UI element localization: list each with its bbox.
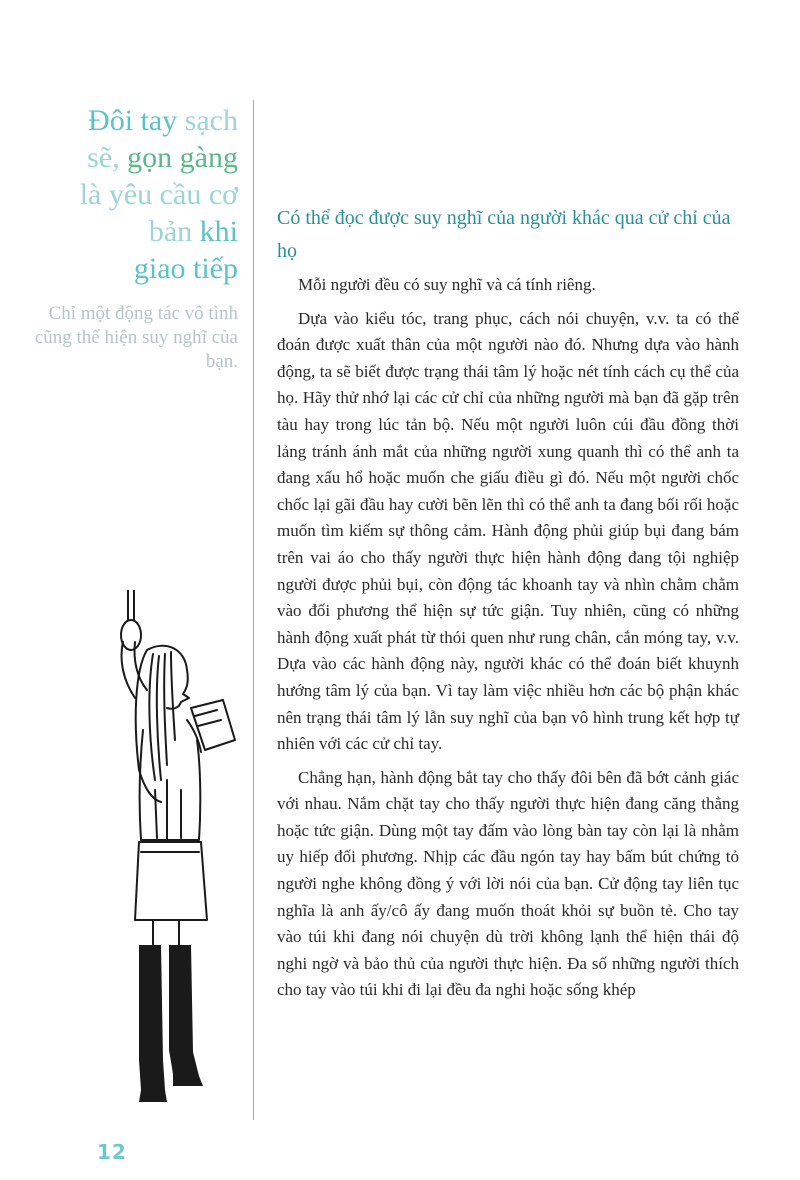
heading-word: gọn gàng bbox=[127, 141, 238, 174]
heading-word: sẽ, bbox=[87, 141, 120, 174]
paragraph: Chẳng hạn, hành động bắt tay cho thấy đôi bên đã bớt cảnh giác với nhau. Nắm chặt tay cho thấy người thực hiện đang căng thẳng hoặc tức giận. Dùng một tay đấm vào lòng bàn tay còn lại là nhằm uy hiếp đối phương. Nhịp các đầu ngón tay hay bấm bút chứng tỏ người nghe không đồng ý với lời nói của bạn. Cử động tay liên tục nghĩa là anh ấy/cô ấy đang muốn thoát khỏi sự buồn tẻ. Cho tay vào túi khi đang nói chuyện dù trời không lạnh thể hiện thái độ nghi ngờ và bảo thủ của người thực hiện. Đa số những người thích cho tay vào túi khi đi lại đều đa nghi hoặc sống khép bbox=[277, 767, 739, 1000]
page-number: 12 bbox=[97, 1140, 127, 1164]
heading-word: khi bbox=[199, 215, 238, 248]
heading-word: là yêu cầu cơ bbox=[79, 178, 238, 211]
sidebar-heading bbox=[38, 102, 238, 287]
woman-illustration bbox=[95, 590, 255, 1115]
heading-word: giao tiếp bbox=[133, 252, 238, 285]
heading-word: sạch bbox=[184, 104, 238, 137]
article bbox=[277, 202, 739, 1011]
article-title: Có thể đọc được suy nghĩ của người khác qua cử chỉ của họ bbox=[277, 207, 731, 262]
heading-word: Đôi tay bbox=[88, 104, 178, 137]
paragraph: Dựa vào kiểu tóc, trang phục, cách nói chuyện, v.v. ta có thể đoán được xuất thân của một người nào đó. Nhưng dựa vào hành động, ta sẽ biết được trạng thái tâm lý hoặc nét tính cách cụ thể của họ. Hãy thử nhớ lại các cử chỉ của những người mà bạn đã gặp trên tàu hay trong lúc tản bộ. Nếu một người luôn cúi đầu đồng thời lảng tránh ánh mắt của những người xung quanh thì có thể anh ta đang xấu hổ hoặc muốn che giấu điều gì đó. Nếu một người chốc chốc lại gãi đầu hay cười bẽn lẽn thì có thể anh ta đang bối rối hoặc muốn tìm kiếm sự thông cảm. Hành động phủi giúp bụi đang bám trên vai áo cho thấy người thực hiện hành động đang tội nghiệp người được phủi bụi, còn động tác khoanh tay và nhìn chằm chằm vào đối phương thể hiện sự tức giận. Tuy nhiên, cũng có những hành động xuất phát từ thói quen như rung chân, cắn móng tay, v.v. Dựa vào các hành động này, người khác có thể đoán biết khuynh hướng tâm lý của bạn. Vì tay làm việc nhiều hơn các bộ phận khác nên trạng thái tâm lý lẫn suy nghĩ của bạn vô hình trung kết hợp tự nhiên với các cử chỉ tay. bbox=[277, 308, 739, 754]
paragraph: Mỗi người đều có suy nghĩ và cá tính riêng. bbox=[298, 275, 596, 294]
sidebar-subheading: Chỉ một động tác vô tình cũng thể hiện suy nghĩ của bạn. bbox=[34, 303, 238, 372]
heading-word: bản bbox=[148, 215, 193, 248]
